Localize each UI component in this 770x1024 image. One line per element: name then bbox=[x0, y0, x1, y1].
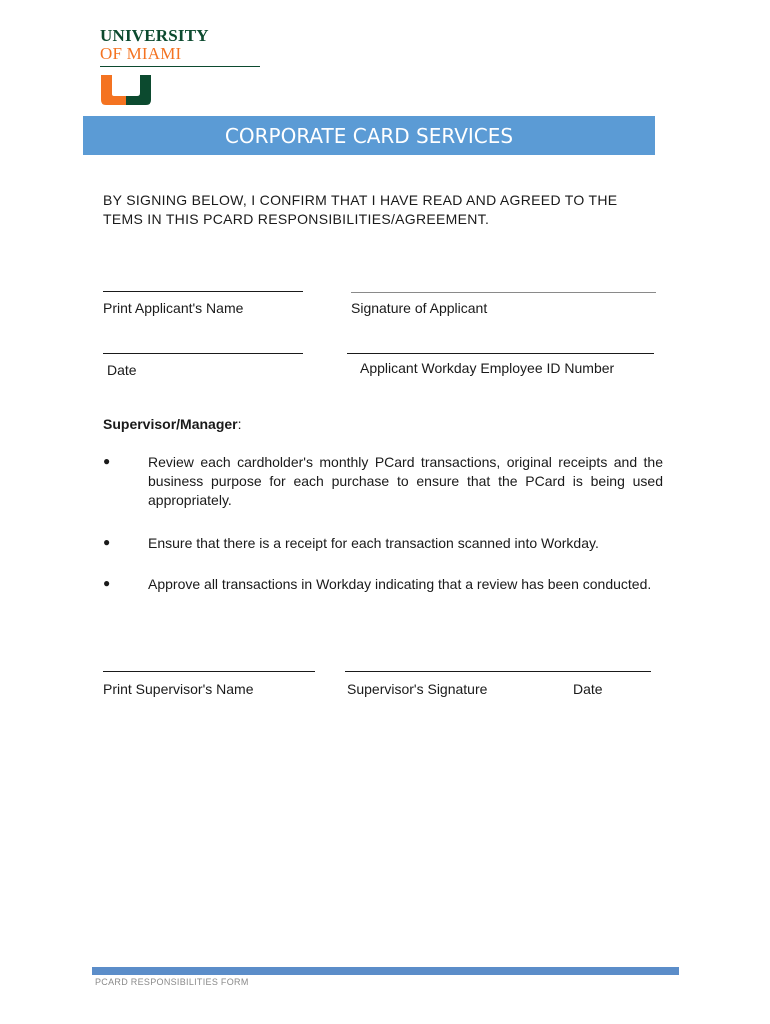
supervisor-heading-text: Supervisor/Manager bbox=[103, 416, 238, 432]
bullet-icon: ● bbox=[103, 535, 111, 549]
supervisor-duty-3: Approve all transactions in Workday indicating that a review has been conducted. bbox=[148, 576, 652, 592]
supervisor-duty-2: Ensure that there is a receipt for each transaction scanned into Workday. bbox=[148, 535, 599, 551]
supervisor-name-line[interactable] bbox=[103, 671, 315, 672]
footer-bar bbox=[92, 967, 679, 975]
university-u-logo-icon bbox=[100, 74, 152, 106]
applicant-date-line[interactable] bbox=[103, 353, 303, 354]
bullet-icon: ● bbox=[103, 576, 111, 590]
bullet-icon: ● bbox=[103, 454, 111, 468]
supervisor-heading bbox=[103, 415, 242, 434]
confirmation-line-2: TEMS IN THIS PCARD RESPONSIBILITIES/AGREEMENT. bbox=[103, 211, 490, 227]
applicant-signature-label: Signature of Applicant bbox=[351, 300, 488, 316]
applicant-date-label: Date bbox=[107, 362, 137, 378]
supervisor-signature-label: Supervisor's Signature bbox=[347, 681, 488, 697]
supervisor-name-label: Print Supervisor's Name bbox=[103, 681, 254, 697]
supervisor-duty-1: Review each cardholder's monthly PCard transactions, original receipts and the business purpose for each purchase to ensure that the PCard is being used appropriately. bbox=[148, 454, 663, 508]
applicant-name-line[interactable] bbox=[103, 291, 303, 292]
supervisor-signature-line[interactable] bbox=[345, 671, 651, 672]
applicant-signature-line[interactable] bbox=[351, 292, 656, 293]
logo-rule bbox=[100, 66, 260, 67]
applicant-name-label: Print Applicant's Name bbox=[103, 300, 244, 316]
applicant-employee-id-line[interactable] bbox=[347, 353, 654, 354]
logo-university-text: UNIVERSITY bbox=[100, 26, 209, 45]
supervisor-heading-colon: : bbox=[237, 416, 242, 432]
page-title: CORPORATE CARD SERVICES bbox=[224, 123, 514, 148]
applicant-employee-id-label: Applicant Workday Employee ID Number bbox=[360, 360, 615, 376]
confirmation-line-1: BY SIGNING BELOW, I CONFIRM THAT I HAVE READ AND AGREED TO THE bbox=[103, 192, 618, 208]
logo-of-miami-text: OF MIAMI bbox=[100, 44, 182, 63]
footer-form-title: PCARD RESPONSIBILITIES FORM bbox=[95, 977, 249, 987]
supervisor-date-label: Date bbox=[573, 681, 603, 697]
page-title-banner bbox=[83, 116, 655, 155]
